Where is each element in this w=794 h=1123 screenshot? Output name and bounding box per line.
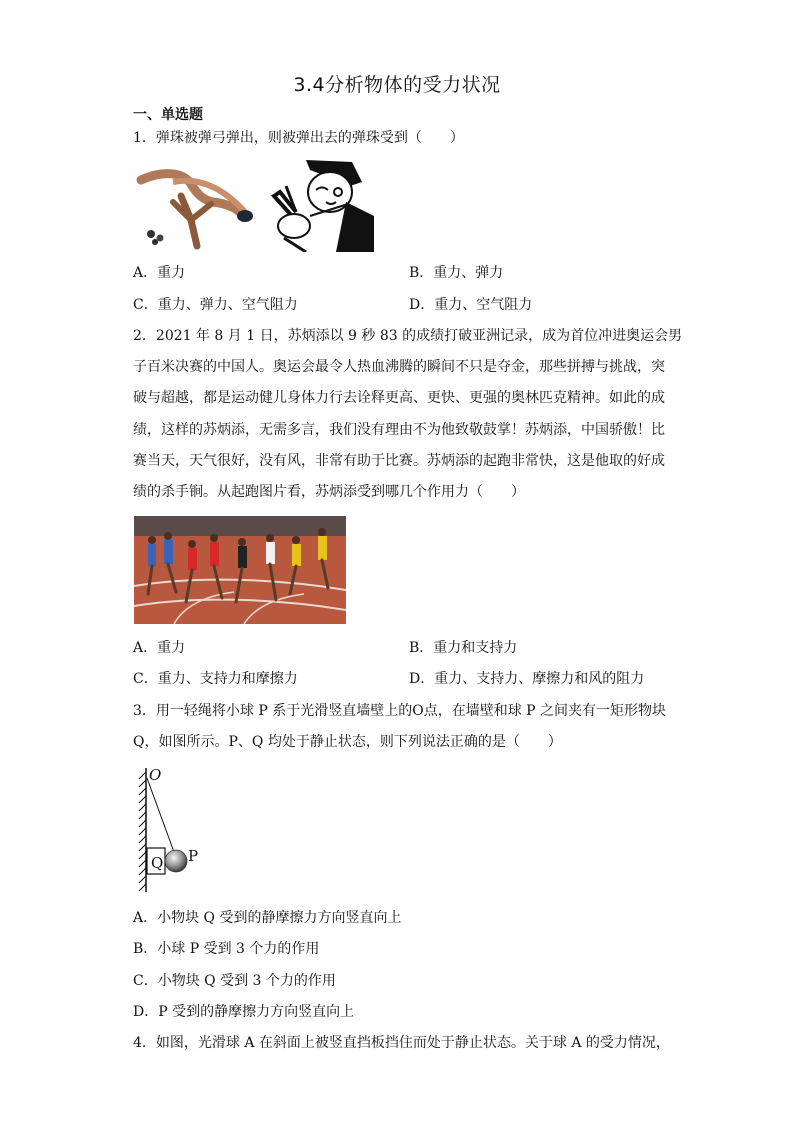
q3-option-c: C．小物块 Q 受到 3 个力的作用 <box>133 973 336 989</box>
slingshot-image <box>133 160 258 252</box>
q1-option-d: D．重力、空气阻力 <box>409 297 533 313</box>
wall-ball-block-diagram <box>134 764 214 896</box>
q3-option-d: D．P 受到的静摩擦力方向竖直向上 <box>133 1004 355 1020</box>
q2-line-3: 破与超越，都是运动健儿身体力行去诠释更高、更快、更强的奥林匹克精神。如此的成 <box>133 390 665 406</box>
q2-option-c: C．重力、支持力和摩擦力 <box>133 671 298 687</box>
q2-option-d: D．重力、支持力、摩擦力和风的阻力 <box>409 671 645 687</box>
label-q: Q <box>151 854 164 872</box>
q2-option-a: A．重力 <box>133 640 186 656</box>
cartoon-boy-image <box>266 156 376 252</box>
q2-option-b: B．重力和支持力 <box>409 640 518 656</box>
q1-option-c: C．重力、弹力、空气阻力 <box>133 297 298 313</box>
q2-line-2: 子百米决赛的中国人。奥运会最令人热血沸腾的瞬间不只是夺金，那些拼搏与挑战，突 <box>133 359 665 375</box>
page-title: 3.4分析物体的受力状况 <box>293 74 501 96</box>
q2-line-5: 赛当天，天气很好，没有风，非常有助于比赛。苏炳添的起跑非常快，这是他取的好成 <box>133 453 665 469</box>
q2-line-6: 绩的杀手锏。从起跑图片看，苏炳添受到哪几个作用力（ ） <box>133 484 525 500</box>
q3-option-a: A．小物块 Q 受到的静摩擦力方向竖直向上 <box>133 910 402 926</box>
q2-line-1: 2．2021 年 8 月 1 日，苏炳添以 9 秒 83 的成绩打破亚洲记录，成为首位冲进奥运会男 <box>133 328 683 344</box>
label-p: P <box>188 847 199 865</box>
q2-line-4: 绩，这样的苏炳添，无需多言，我们没有理由不为他致敬鼓掌！苏炳添，中国骄傲！比 <box>133 422 665 438</box>
q1-stem: 1．弹珠被弹弓弹出，则被弹出去的弹珠受到（ ） <box>133 130 464 146</box>
q4-line-1: 4．如图，光滑球 A 在斜面上被竖直挡板挡住而处于静止状态。关于球 A 的受力情况， <box>133 1035 670 1051</box>
q3-option-b: B．小球 P 受到 3 个力的作用 <box>133 941 320 957</box>
label-o: O <box>149 766 162 784</box>
q3-line-1: 3．用一轻绳将小球 P 系于光滑竖直墙壁上的O点，在墙壁和球 P 之间夹有一矩形物块 <box>133 703 667 719</box>
q1-option-a: A．重力 <box>133 265 186 281</box>
section-heading: 一、单选题 <box>133 107 203 123</box>
sprinters-photo <box>134 516 346 624</box>
q3-line-2: Q，如图所示。P、Q 均处于静止状态，则下列说法正确的是（ ） <box>133 734 562 750</box>
q1-option-b: B．重力、弹力 <box>409 265 504 281</box>
